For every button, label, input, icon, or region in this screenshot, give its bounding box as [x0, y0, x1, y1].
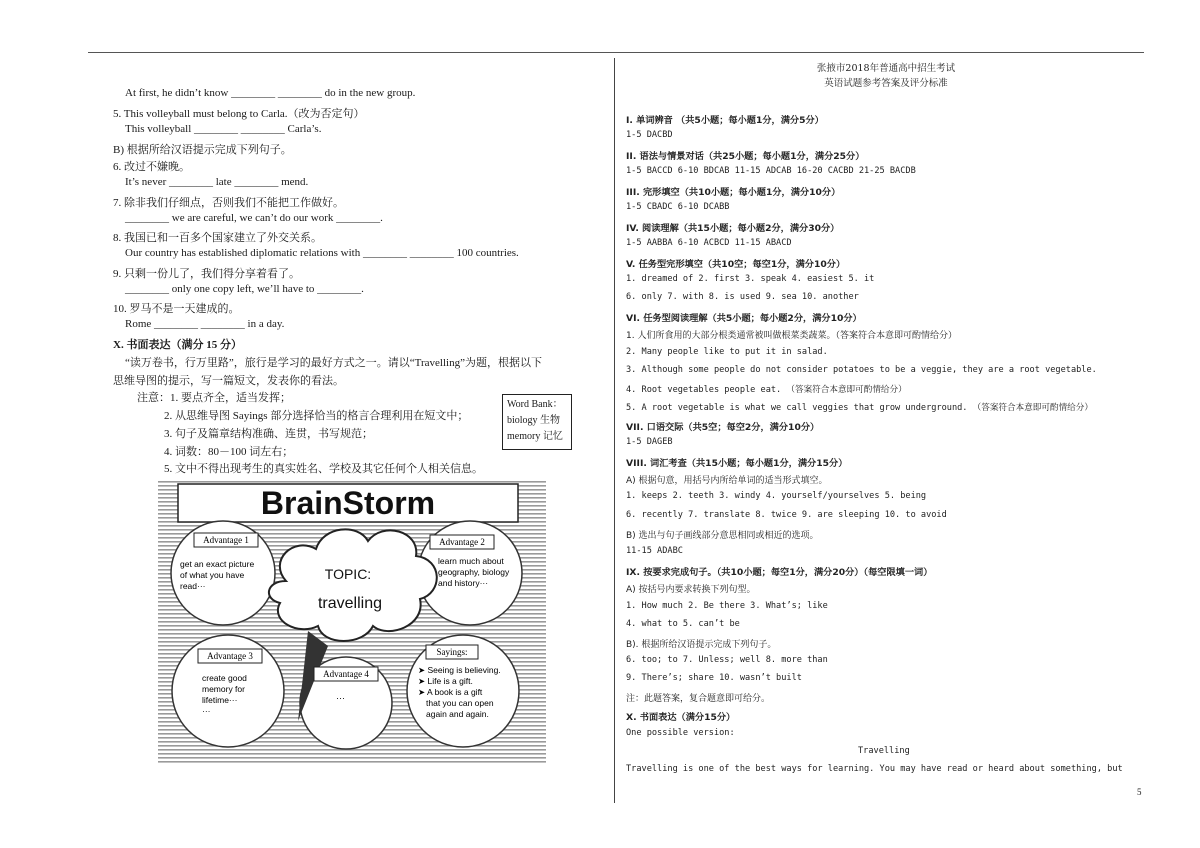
advantage-1-text: of what you have [180, 570, 245, 580]
writing-note: 3. 句子及篇章结构准确、连贯，书写规范； [164, 428, 373, 440]
answer-line: 1-5 DACBD [626, 130, 673, 140]
word-bank-box [502, 394, 572, 450]
saying-item: ➤ Life is a gift. [418, 676, 473, 686]
question-text: ________ we are careful, we can’t do our work ________. [125, 212, 383, 224]
sayings-title: Sayings: [436, 647, 468, 657]
question-9: 9. 只剩一份儿了，我们得分享着看了。 [113, 268, 300, 280]
advantage-3-title: Advantage 3 [207, 651, 253, 661]
writing-note: 5. 文中不得出现考生的真实姓名、学校及其它任何个人相关信息。 [164, 463, 483, 475]
answer-line: 4. what to 5. can’t be [626, 619, 740, 629]
section-heading: VIII. 词汇考查（共15小题；每小题1分，满分15分） [626, 458, 848, 469]
section-heading: II. 语法与情景对话（共25小题；每小题1分，满分25分） [626, 151, 865, 162]
advantage-2-title: Advantage 2 [439, 537, 485, 547]
advantage-2-text: learn much about [438, 556, 504, 566]
writing-note: 2. 从思维导图 Sayings 部分选择恰当的格言合理利用在短文中； [164, 410, 469, 422]
answer-line: 1-5 DAGEB [626, 437, 673, 447]
section-heading: IV. 阅读理解（共15小题；每小题2分，满分30分） [626, 223, 840, 234]
advantage-1-text: read··· [180, 581, 206, 591]
question-text: Rome ________ ________ in a day. [125, 318, 285, 330]
brainstorm-title: BrainStorm [260, 485, 436, 521]
answer-line: 1-5 BACCD 6-10 BDCAB 11-15 ADCAB 16-20 CACBD 21-25 BACDB [626, 166, 916, 176]
saying-item: again and again. [426, 709, 489, 719]
section-heading: X. 书面表达（满分15分） [626, 712, 736, 723]
answer-line: 11-15 ADABC [626, 546, 683, 556]
question-text: It’s never ________ late ________ mend. [125, 176, 309, 188]
answer-key-subheader: 英语试题参考答案及评分标准 [824, 78, 948, 89]
page-number: 5 [1137, 787, 1142, 797]
advantage-2-text: and history··· [438, 578, 489, 588]
advantage-4-title: Advantage 4 [323, 669, 369, 679]
question-5: 5. This volleyball must belong to Carla.（改为否定句） [113, 108, 365, 120]
writing-prompt: 思维导图的提示，写一篇短文，发表你的看法。 [113, 375, 344, 387]
section-heading: IX. 按要求完成句子。（共10小题；每空1分，满分20分）（每空限填一词） [626, 567, 933, 578]
section-heading: VII. 口语交际（共5空；每空2分，满分10分） [626, 422, 820, 433]
question-7: 7. 除非我们仔细点，否则我们不能把工作做好。 [113, 197, 344, 209]
advantage-1-title: Advantage 1 [203, 535, 249, 545]
section-heading: V. 任务型完形填空（共10空；每空1分，满分10分） [626, 259, 846, 270]
answer-line: 1-5 CBADC 6-10 DCABB [626, 202, 730, 212]
advantage-4-text: ··· [336, 693, 345, 703]
answer-line: 9. There’s; share 10. wasn’t built [626, 673, 802, 683]
advantage-1-text: get an exact picture [180, 559, 255, 569]
sample-essay-title: Travelling [858, 746, 910, 756]
answer-line: 1. dreamed of 2. first 3. speak 4. easiest 5. it [626, 274, 875, 284]
question-text: At first, he didn’t know ________ ________ do in the new group. [125, 87, 416, 99]
advantage-2-text: geography, biology [438, 567, 510, 577]
word-bank-item: memory 记忆 [507, 431, 563, 442]
answer-line: 1. How much 2. Be there 3. What’s; like [626, 601, 828, 611]
question-text: This volleyball ________ ________ Carla’s. [125, 123, 322, 135]
writing-prompt: “读万卷书，行万里路”，旅行是学习的最好方式之一。请以“Travelling”为题，根据以下 [125, 357, 542, 369]
question-text: ________ only one copy left, we’ll have to ________. [125, 283, 364, 295]
saying-item: ➤ A book is a gift [418, 687, 483, 697]
word-bank-title: Word Bank： [507, 399, 563, 410]
answer-line: 1-5 AABBA 6-10 ACBCD 11-15 ABACD [626, 238, 792, 248]
word-bank-item: biology 生物 [507, 415, 561, 426]
answer-line: 4. Root vegetables people eat. （答案符合本意即可酌情给分） [626, 385, 907, 395]
answer-line: 2. Many people like to put it in salad. [626, 347, 828, 357]
answer-line: 1. 人们所食用的大部分根类通常被叫做根菜类蔬菜。（答案符合本意即可酌情给分） [626, 331, 957, 341]
sample-essay-intro: One possible version: [626, 728, 735, 738]
topic-cloud [269, 529, 437, 641]
answer-line: 1. keeps 2. teeth 3. windy 4. yourself/yourselves 5. being [626, 491, 927, 501]
answer-key-header: 张掖市2018年普通高中招生考试 [816, 63, 956, 74]
section-heading-writing: X. 书面表达（满分 15 分） [113, 339, 242, 351]
advantage-3-text: lifetime··· [202, 695, 238, 705]
answer-line: 5. A root vegetable is what we call veggies that grow underground. （答案符合本意即可酌情给分） [626, 403, 1093, 413]
answer-line: 6. only 7. with 8. is used 9. sea 10. another [626, 292, 859, 302]
section-heading: VI. 任务型阅读理解（共5小题；每小题2分，满分10分） [626, 313, 862, 324]
advantage-3-text: create good [202, 673, 247, 683]
answer-note: 注：此题答案，复合题意即可给分。 [626, 694, 771, 704]
writing-note: 4. 词数：80－100 词左右； [164, 446, 294, 458]
writing-note: 注意：1. 要点齐全，适当发挥； [137, 392, 291, 404]
question-8: 8. 我国已和一百多个国家建立了外交关系。 [113, 232, 322, 244]
topic-label: TOPIC: [324, 566, 372, 582]
saying-item: ➤ Seeing is believing. [418, 665, 501, 675]
answer-instruction: B) 选出与句子画线部分意思相同或相近的选项。 [626, 531, 819, 541]
advantage-3-text: memory for [202, 684, 245, 694]
section-heading: I. 单词辨音 （共5小题；每小题1分，满分5分） [626, 115, 824, 126]
brainstorm-mindmap [158, 481, 546, 763]
section-heading: B) 根据所给汉语提示完成下列句子。 [113, 144, 292, 156]
question-6: 6. 改过不嫌晚。 [113, 161, 190, 173]
answer-line: 3. Although some people do not consider potatoes to be a veggie, they are a root vegetable. [626, 365, 1097, 375]
answer-line: 6. recently 7. translate 8. twice 9. are sleeping 10. to avoid [626, 510, 947, 520]
answer-line: 6. too; to 7. Unless; well 8. more than [626, 655, 828, 665]
sample-essay-text: Travelling is one of the best ways for learning. You may have read or heard about something, but [626, 764, 1123, 774]
answer-instruction: A) 按括号内要求转换下列句型。 [626, 585, 756, 595]
question-text: Our country has established diplomatic relations with ________ ________ 100 countries. [125, 247, 519, 259]
saying-item: that you can open [426, 698, 494, 708]
answer-instruction: B). 根据所给汉语提示完成下列句子。 [626, 640, 777, 650]
advantage-3-text: ··· [202, 706, 211, 716]
question-10: 10. 罗马不是一天建成的。 [113, 303, 240, 315]
section-heading: III. 完形填空（共10小题；每小题1分，满分10分） [626, 187, 841, 198]
answer-instruction: A) 根据句意，用括号内所给单词的适当形式填空。 [626, 476, 828, 486]
topic-value: travelling [317, 595, 383, 612]
column-divider [614, 58, 615, 803]
top-rule [88, 52, 1144, 53]
